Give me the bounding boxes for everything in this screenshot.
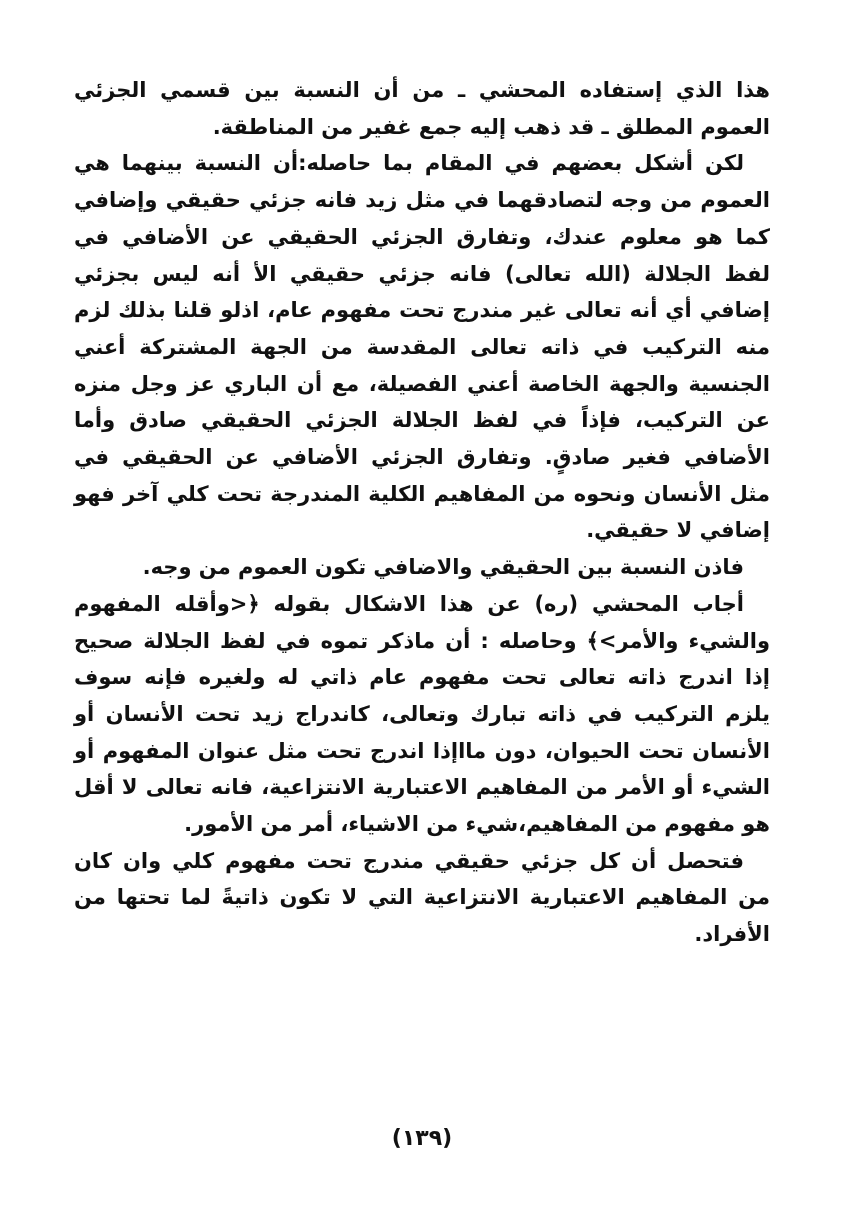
paragraph-1: هذا الذي إستفاده المحشي ـ من أن النسبة بين قسمي الجزئي العموم المطلق ـ قد ذهب إليه جمع غفير من المناطقة. — [74, 78, 770, 139]
paragraph-5: فتحصل أن كل جزئي حقيقي مندرج تحت مفهوم كلي وان كان من المفاهيم الاعتبارية الانتزاعية التي لا تكون ذاتيةً لما تحتها من الأفراد. — [74, 848, 770, 947]
paragraph-4: أجاب المحشي (ره) عن هذا الاشكال بقوله ﴿<وأقله المفهوم والشيء والأمر>﴾ وحاصله : أن ماذكر تموه في لفظ الجلالة صحيح إذا اندرج ذاته تعالى تحت مفهوم عام ذاتي له ولغيره فإنه سوف يلزم التركيب في ذاته تبارك وتعالى، كاندراج زيد تحت الأنسان أو الأنسان تحت الحيوان، دون مااإذا اندرج تحت مثل عنوان المفهوم أو الشيء أو الأمر من المفاهيم الاعتبارية الانتزاعية، فانه تعالى لا أقل هو مفهوم من المفاهيم،شيء من الاشياء، أمر من الأمور. — [74, 591, 770, 837]
page-number: (١٣٩) — [391, 1126, 453, 1151]
paragraph-2: لكن أشكل بعضهم في المقام بما حاصله:أن النسبة بينهما هي العموم من وجه لتصادقهما في مثل زيد فانه جزئي حقيقي وإضافي كما هو معلوم عندك، وتفارق الجزئي الحقيقي عن الأضافي في لفظ الجلالة (الله تعالى) فانه جزئي حقيقي الأ أنه ليس بجزئي إضافي أي أنه تعالى غير مندرج تحت مفهوم عام، اذلو قلنا بذلك لزم منه التركيب في ذاته تعالى المقدسة من الجهة المشتركة أعني الجنسية والجهة الخاصة أعني الفصيلة، مع أن الباري عز وجل منزه عن التركيب، فإذاً في لفظ الجلالة الجزئي الحقيقي صادق وأما الأضافي فغير صادقٍ. وتفارق الجزئي الأضافي عن الحقيقي في مثل الأنسان ونحوه من المفاهيم الكلية المندرجة تحت كلي آخر فهو إضافي لا حقيقي. — [74, 151, 770, 543]
paragraph-3: فاذن النسبة بين الحقيقي والاضافي تكون العموم من وجه. — [142, 555, 744, 580]
body-text — [74, 72, 770, 953]
